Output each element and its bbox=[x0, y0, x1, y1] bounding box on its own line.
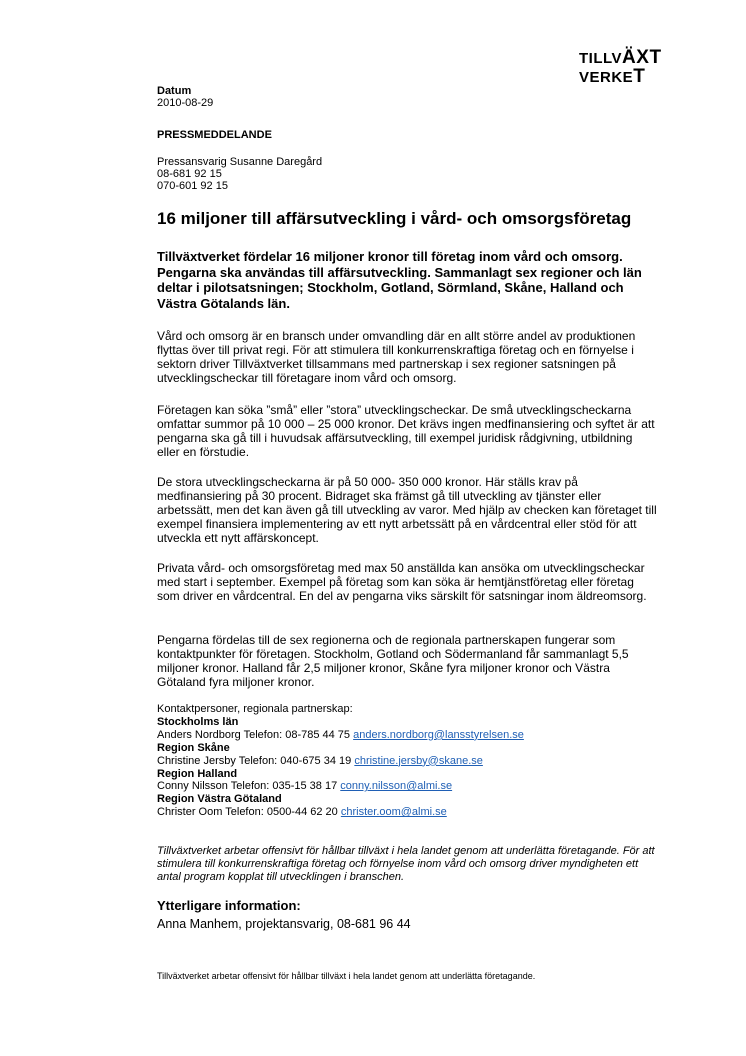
contact-email-link[interactable]: conny.nilsson@almi.se bbox=[340, 780, 453, 793]
contact-entry bbox=[157, 780, 524, 793]
logo-line2-a: VERKE bbox=[579, 69, 634, 86]
body-paragraph: Företagen kan söka ”små” eller ”stora” utvecklingscheckar. De små utvecklingscheckarna omfattar summor på 10 000 – 25 000 kronor. Det krävs ingen medfinansiering och syftet är att pengarna ska gå till i huvudsak affärsutveckling, till exempel juridisk rådgivning, utbildning eller en förstudie. bbox=[157, 403, 655, 459]
logo-line1-a: TILLV bbox=[579, 50, 623, 67]
contact-line: Anders Nordborg Telefon: 08-785 44 75 bbox=[157, 728, 351, 741]
contact-intro: Kontaktpersoner, regionala partnerskap: bbox=[157, 703, 353, 715]
contact-email-link[interactable]: christer.oom@almi.se bbox=[340, 806, 447, 819]
date: 2010-08-29 bbox=[157, 97, 214, 109]
body-paragraph: De stora utvecklingscheckarna är på 50 000- 350 000 kronor. Här ställs krav på medfinansiering på 30 procent. Bidraget ska främst gå till utveckling av tjänster eller arbetssätt, men det kan även gå till utveckling av varor. Med hjälp av checken kan företaget till exempel finansiera implementering av ett nytt arbetssätt på en vårdcentral eller stöd för att utveckla ett nytt affärskoncept. bbox=[157, 475, 657, 545]
contact-region: Region Västra Götaland bbox=[157, 793, 282, 806]
contact-line: Conny Nilsson Telefon: 035-15 38 17 bbox=[157, 780, 338, 793]
date-label: Datum bbox=[157, 85, 192, 97]
contact-line: Christine Jersby Telefon: 040-675 34 19 bbox=[157, 754, 352, 767]
body-paragraph: Vård och omsorg är en bransch under omvandling där en allt större andel av produktionen flyttas över till privat regi. För att stimulera till konkurrenskraftiga företag och en förnyelse i sektorn driver Tillväxtverket tillsammans med partnerskap i sex regioner satsningen på utvecklingscheckar till företagare inom vård och omsorg. bbox=[157, 329, 636, 385]
document-type: PRESSMEDDELANDE bbox=[157, 129, 272, 141]
body-paragraph: Pengarna fördelas till de sex regionerna och de regionala partnerskapen fungerar som kontaktpunkter för företagen. Stockholm, Gotland och Södermanland får sammanlagt 5,5 miljoner kronor. Halland får 2,5 miljoner kronor, Skåne fyra miljoner kronor och Västra Götaland fyra miljoner kronor. bbox=[157, 633, 629, 689]
contact-entry bbox=[157, 806, 524, 819]
footer-text: Tillväxtverket arbetar offensivt för hållbar tillväxt i hela landet genom att underlätta företagande. bbox=[157, 971, 536, 981]
more-info-heading: Ytterligare information: bbox=[157, 898, 301, 913]
contact-email-link[interactable]: anders.nordborg@lansstyrelsen.se bbox=[353, 728, 524, 741]
page-title: 16 miljoner till affärsutveckling i vård- och omsorgsföretag bbox=[157, 209, 632, 228]
contact-region: Region Skåne bbox=[157, 741, 230, 754]
lead-paragraph: Tillväxtverket fördelar 16 miljoner kronor till företag inom vård och omsorg. Pengarna ska användas till affärsutveckling. Sammanlagt sex regioner och län deltar i pilotsatsningen; Stockholm, Gotland, Sörmland, Skåne, Halland och Västra Götalands län. bbox=[157, 249, 642, 311]
contact-email-link[interactable]: christine.jersby@skane.se bbox=[354, 754, 483, 767]
press-contact: Pressansvarig Susanne Daregård bbox=[157, 156, 323, 168]
body-paragraph: Privata vård- och omsorgsföretag med max 50 anställda kan ansöka om utvecklingscheckar med start i september. Exempel på företag som kan söka är hemtjänstföretag eller företag som driver en vårdcentral. En del av pengarna viks särskilt för satsningar inom äldreomsorg. bbox=[157, 561, 647, 603]
tillvaxtverket-logo bbox=[579, 46, 699, 90]
more-info-person: Anna Manhem, projektansvarig, 08-681 96 44 bbox=[157, 917, 411, 931]
contact-entry bbox=[157, 729, 524, 742]
contact-region: Stockholms län bbox=[157, 715, 239, 728]
press-phone-2: 070-601 92 15 bbox=[157, 180, 228, 192]
contact-region: Region Halland bbox=[157, 767, 238, 780]
contact-list bbox=[157, 703, 524, 819]
press-phone-1: 08-681 92 15 bbox=[157, 168, 222, 180]
logo-line2-b: T bbox=[633, 66, 646, 87]
contact-line: Christer Oom Telefon: 0500-44 62 20 bbox=[157, 806, 338, 819]
about-text: Tillväxtverket arbetar offensivt för hållbar tillväxt i hela landet genom att underlätta företagande. För att stimulera till konkurrenskraftiga företag och förnyelse inom vård och omsorg driver myndigheten ett antal program kopplat till utvecklingen i branschen. bbox=[157, 845, 655, 883]
logo-line1-b: ÄXT bbox=[622, 47, 662, 68]
contact-entry bbox=[157, 755, 524, 768]
